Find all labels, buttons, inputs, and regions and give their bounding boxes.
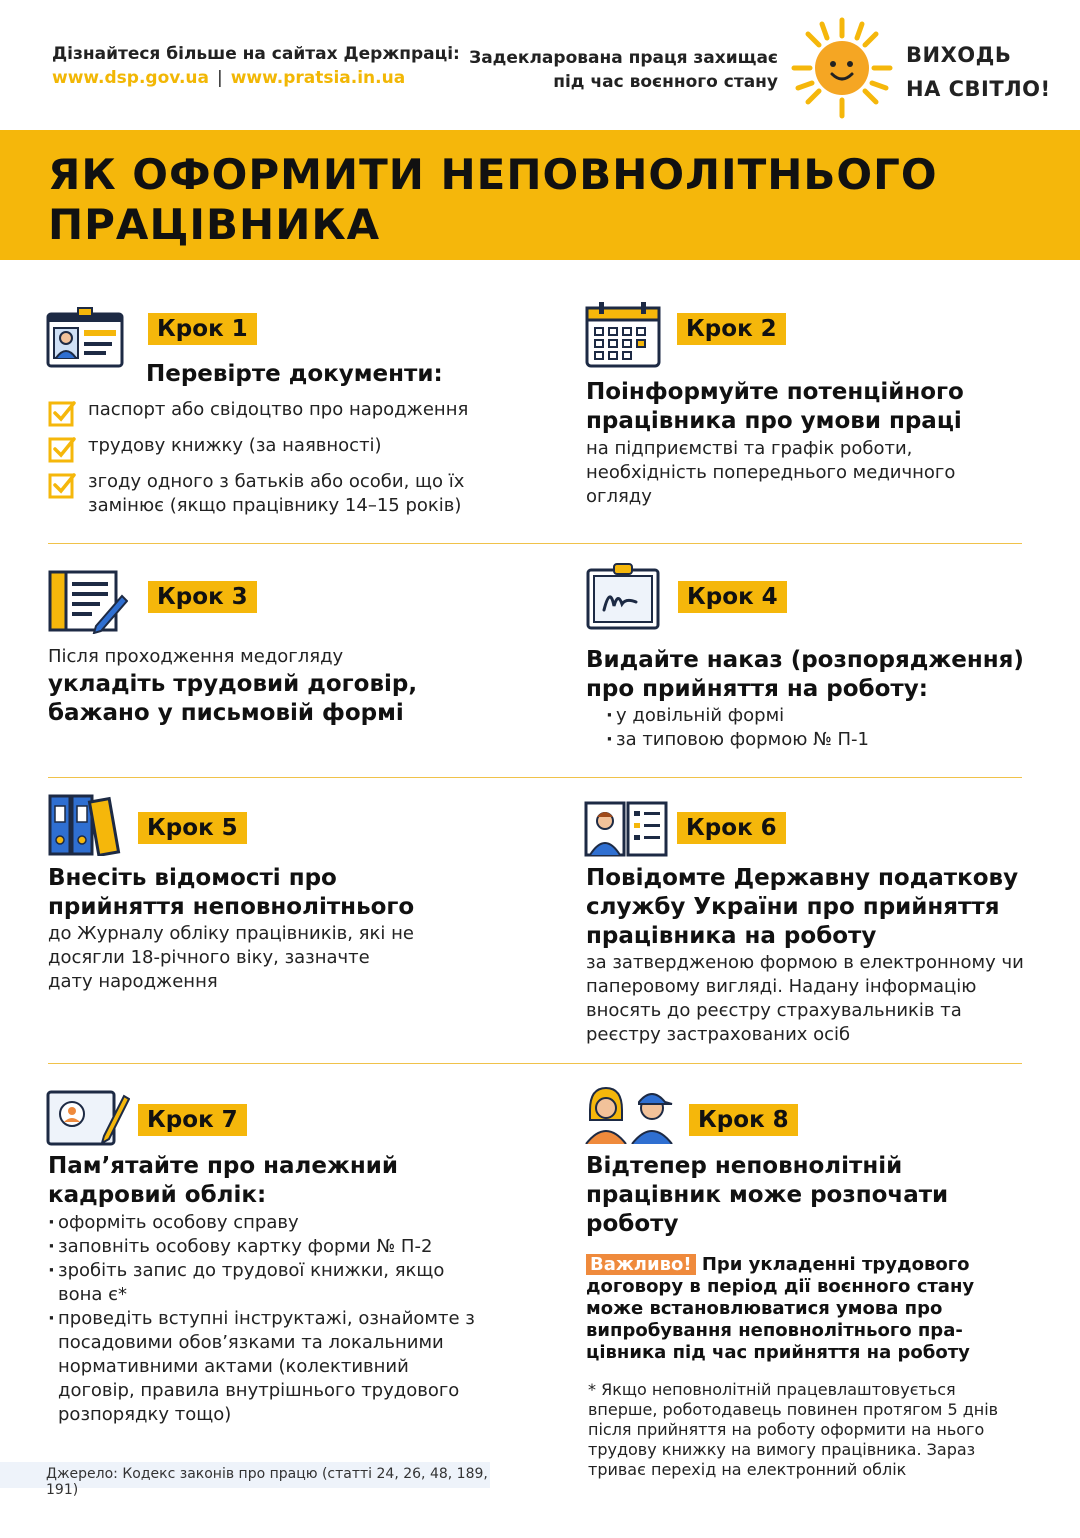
campaign-title xyxy=(906,38,1051,106)
step-2-badge: Крок 2 xyxy=(677,313,786,345)
campaign-line-1: ВИХОДЬ xyxy=(906,43,1012,67)
step-3-title: укладіть трудовий договір, бажано у письмовій формі xyxy=(48,671,418,726)
source-bar xyxy=(0,1462,490,1498)
id-card-icon xyxy=(46,306,124,368)
step-6-text: за затвердженою формою в електронному чи паперовому вигляді. Надану інформацію вносять до реєстру страхувальників та реєстру застрахованих осіб xyxy=(586,952,1024,1045)
divider xyxy=(48,777,1022,778)
divider xyxy=(48,543,1022,544)
title-banner xyxy=(0,130,1080,260)
list-item: · за типовою формою № П-1 xyxy=(606,728,869,752)
checkbox-checked-icon xyxy=(48,435,76,463)
sun-mascot-icon xyxy=(790,16,894,120)
important-text: При укладенні трудового договору в період дії воєнного стану може встановлюватися умова про випробування неповнолітнього пра-цівника під час прийняття на роботу xyxy=(586,1254,975,1363)
learn-more-text: Дізнайтеся більше на сайтах Держпраці: xyxy=(52,44,460,64)
page-title xyxy=(48,150,938,250)
profile-pencil-icon xyxy=(46,1090,130,1146)
step-8-badge: Крок 8 xyxy=(689,1104,798,1136)
slogan-line-2: під час воєнного стану xyxy=(553,72,778,92)
step-5-text: до Журналу обліку працівників, які не досягли 18-річного віку, зазначте дату народження xyxy=(48,923,414,992)
check-item xyxy=(48,398,498,422)
step-1-checklist xyxy=(48,398,498,530)
slogan xyxy=(469,46,778,94)
source-text: Джерело: Кодекс законів про працю (статті 24, 26, 48, 189, 191) xyxy=(46,1466,488,1498)
step-1-title: Перевірте документи: xyxy=(146,361,443,387)
step-6-title: Повідомте Державну податкову службу України про прийняття працівника на роботу xyxy=(586,865,1019,949)
list-item: · заповніть особову картку форми № П-2 xyxy=(48,1235,488,1259)
page-title-line-1: ЯК ОФОРМИТИ НЕПОВНОЛІТНЬОГО xyxy=(48,150,938,199)
checkbox-checked-icon xyxy=(48,471,76,499)
list-item: · зробіть запис до трудової книжки, якщо вона є* xyxy=(48,1259,488,1307)
check-item xyxy=(48,434,498,458)
step-8-title: Відтепер неповнолітній працівник може розпочати роботу xyxy=(586,1153,949,1237)
site-link-dsp[interactable]: www.dsp.gov.ua xyxy=(52,68,209,88)
step-1-badge: Крок 1 xyxy=(148,313,257,345)
link-separator: | xyxy=(216,68,223,88)
check-item xyxy=(48,470,498,518)
divider xyxy=(48,1063,1022,1064)
important-tag: Важливо! xyxy=(586,1254,696,1275)
step-4-badge: Крок 4 xyxy=(678,581,787,613)
step-7-badge: Крок 7 xyxy=(138,1104,247,1136)
header xyxy=(0,0,1080,130)
check-item-text: згоду одного з батьків або особи, що їх замінює (якщо працівнику 14–15 років) xyxy=(88,471,465,516)
check-item-text: трудову книжку (за наявності) xyxy=(88,435,382,456)
list-item: · проведіть вступні інструктажі, ознайомте з посадовими обов’язками та локальними нормативними актами (колективний договір, правила внутрішнього трудового розпорядку тощо) xyxy=(48,1307,488,1427)
step-3-badge: Крок 3 xyxy=(148,581,257,613)
step-4-title: Видайте наказ (розпорядження) про прийняття на роботу: xyxy=(586,647,1024,702)
step-3-text: Після проходження медогляду xyxy=(48,646,344,667)
young-workers-icon xyxy=(584,1084,676,1144)
person-form-icon xyxy=(584,801,668,857)
campaign-line-2: НА СВІТЛО! xyxy=(906,77,1051,101)
important-note xyxy=(586,1254,1026,1364)
step-5-title: Внесіть відомості про прийняття неповнолітнього xyxy=(48,865,415,920)
document-pen-icon xyxy=(48,570,128,634)
list-item: · оформіть особову справу xyxy=(48,1211,488,1235)
page-title-line-2: ПРАЦІВНИКА xyxy=(48,200,381,249)
step-5-badge: Крок 5 xyxy=(138,812,247,844)
site-link-pratsia[interactable]: www.pratsia.in.ua xyxy=(230,68,406,88)
slogan-line-1: Задекларована праця захищає xyxy=(469,48,778,68)
step-7-list xyxy=(48,1211,488,1427)
signed-clipboard-icon xyxy=(586,562,660,630)
list-item: · у довільній формі xyxy=(606,704,869,728)
binders-icon xyxy=(48,794,122,856)
step-7-title: Пам’ятайте про належний кадровий облік: xyxy=(48,1153,399,1208)
step-4-list xyxy=(606,704,869,752)
learn-more-block xyxy=(52,44,460,88)
step-2-title: Поінформуйте потенційного працівника про умови праці xyxy=(586,379,964,434)
footnote: * Якщо неповнолітній працевлаштовується вперше, роботодавець повинен протягом 5 днів після прийняття на роботу оформити на нього трудову книжку на вимогу працівника. Зараз триває перехід на електронний облік xyxy=(588,1380,999,1479)
step-6-badge: Крок 6 xyxy=(677,812,786,844)
step-2-text: на підприємстві та графік роботи, необхідність попереднього медичного огляду xyxy=(586,438,956,507)
calendar-icon xyxy=(585,300,661,368)
checkbox-checked-icon xyxy=(48,399,76,427)
check-item-text: паспорт або свідоцтво про народження xyxy=(88,399,469,420)
